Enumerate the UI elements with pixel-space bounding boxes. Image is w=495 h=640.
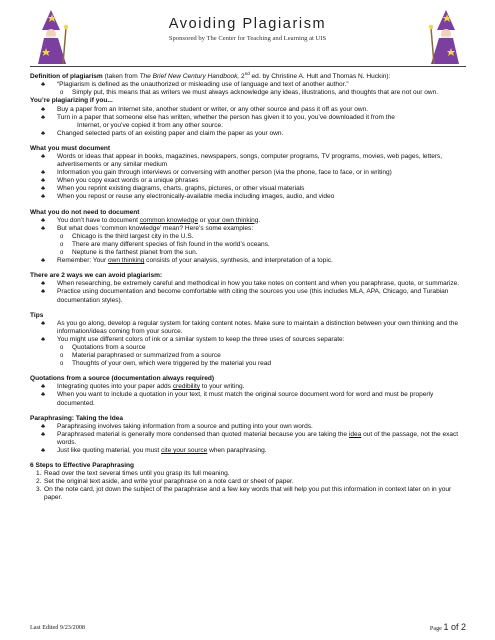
definition-heading: Definition of plagiarism (taken from The Brief New Century Handbook, 2nd ed. by Christine A. Hult and Thomas N. Huckin): xyxy=(30,71,391,81)
list-item: ♣ Paraphrased material is generally more condensed than quoted material because you are taking the idea out of the passage, not the exact words. xyxy=(30,431,466,447)
list-item: o Neptune is the farthest planet from the sun. xyxy=(30,249,466,257)
paraphrasing-list xyxy=(30,423,466,455)
header-divider xyxy=(30,66,466,67)
must-document-heading: What you must document xyxy=(30,144,111,152)
list-item: ♣ When you want to include a quotation in your text, it must match the original source document word for word and must be properly documented. xyxy=(30,391,466,407)
list-item: o Thoughts of your own, which were triggered by the material you read xyxy=(30,360,466,368)
list-item: ♣ You might use different colors of ink or a similar system to keep the three uses of sources separate: xyxy=(30,336,466,344)
list-item: 3. On the note card, jot down the subject of the paraphrase and a few key words that will help you put this information in context later on in your paper. xyxy=(36,486,452,502)
paraphrasing-heading: Paraphrasing: Taking the Idea xyxy=(30,414,124,422)
definition-list xyxy=(30,81,466,89)
must-document-list xyxy=(30,153,466,202)
two-ways-list xyxy=(30,280,466,304)
list-item: ♣ Buy a paper from an Internet site, another student or writer, or any other source and pass it off as your own. xyxy=(30,106,466,114)
tips-heading: Tips xyxy=(30,311,44,319)
list-item: o Quotations from a source xyxy=(30,344,466,352)
tips-list xyxy=(30,320,466,344)
list-item: ♣ Integrating quotes into your paper adds credibility to your writing. xyxy=(30,383,466,391)
list-item: o Material paraphrased or summarized from a source xyxy=(30,352,466,360)
list-item: ♣ Just like quoting material, you must cite your source when paraphrasing. xyxy=(30,447,466,455)
page-title: Avoiding Plagiarism xyxy=(168,16,327,32)
not-document-heading: What you do not need to document xyxy=(30,208,140,216)
tips-sublist xyxy=(30,344,466,368)
list-item: ♣ When you reprint existing diagrams, charts, graphs, pictures, or other visual materials xyxy=(30,185,466,193)
quotations-list xyxy=(30,383,466,407)
not-document-list xyxy=(30,217,466,233)
not-document-list-cont xyxy=(30,257,466,265)
list-item: ♣ When you copy exact words or a unique phrases xyxy=(30,177,466,185)
last-edited-date: Last Edited 9/23/2008 xyxy=(30,624,85,631)
page-number: Page 1 of 2 xyxy=(429,622,466,632)
list-item: 1. Read over the text several times until you grasp its full meaning. xyxy=(36,470,230,478)
quotations-heading: Quotations from a source (documentation always required) xyxy=(30,375,215,383)
two-ways-heading: There are 2 ways we can avoid plagiarism: xyxy=(30,272,163,280)
list-item: ♣ Turn in a paper that someone else has written, whether the person has given it to you, you’ve downloaded it from the xyxy=(30,114,466,122)
list-item: ♣ Words or ideas that appear in books, magazines, newspapers, songs, computer programs, TV programs, movies, web pages, letters, advertisements or any similar medium xyxy=(30,153,466,169)
list-item: o Simply put, this means that as writers we must always acknowledge any ideas, illustrations, and thoughts that are not our own. xyxy=(30,89,466,97)
list-item: ♣ Paraphrasing involves taking information from a source and putting into your own words. xyxy=(30,423,466,431)
page-header xyxy=(0,0,495,70)
list-item: 2. Set the original text aside, and write your paraphrase on a note card or sheet of paper. xyxy=(36,478,294,486)
list-item: ♣ “Plagiarism is defined as the unauthorized or misleading use of language and text of another author.” xyxy=(30,81,466,89)
list-item: o Chicago is the third largest city in the U.S. xyxy=(30,233,466,241)
list-item: o There are many different species of fish found in the world’s oceans. xyxy=(30,241,466,249)
definition-sublist xyxy=(30,89,466,97)
plagiarizing-list-cont xyxy=(30,130,466,138)
list-item: ♣ Remember: Your own thinking consists of your analysis, synthesis, and interpretation of a topic. xyxy=(30,257,466,265)
document-body xyxy=(30,70,466,503)
list-item: ♣ But what does ‘common knowledge’ mean? Here’s some examples: xyxy=(30,225,466,233)
list-item: ♣ You don’t have to document common knowledge or your own thinking. xyxy=(30,217,466,225)
list-item: ♣ As you go along, develop a regular system for taking content notes. Make sure to maintain a distinction between your own thinking and the information/ideas coming from your source. xyxy=(30,320,466,336)
steps-heading: 6 Steps to Effective Paraphrasing xyxy=(30,462,135,470)
common-knowledge-examples xyxy=(30,233,466,257)
list-item: ♣ When researching, be extremely careful and methodical in how you take notes on content and when you paraphrase, quote, or summarize. xyxy=(30,280,466,288)
page-subtitle: Sponsored by The Center for Teaching and Learning at UIS xyxy=(168,35,327,42)
steps-list xyxy=(30,470,466,502)
plagiarizing-list xyxy=(30,106,466,122)
list-item: ♣ Information you gain through interviews or conversing with another person (via the phone, face to face, or in writing) xyxy=(30,169,466,177)
list-item-continuation: Internet, or you’ve copied it from any other source. xyxy=(77,121,223,129)
plagiarizing-heading: You’re plagiarizing if you... xyxy=(30,97,113,105)
list-item: ♣ Practice using documentation and become comfortable with citing the sources you use (this includes MLA, APA, Chicago, and Turabian documentation styles). xyxy=(30,288,466,304)
page-footer xyxy=(30,622,466,634)
list-item: ♣ Changed selected parts of an existing paper and claim the paper as your own. xyxy=(30,130,466,138)
list-item: ♣ When you repost or reuse any electronically-available media including images, audio, and video xyxy=(30,193,466,201)
